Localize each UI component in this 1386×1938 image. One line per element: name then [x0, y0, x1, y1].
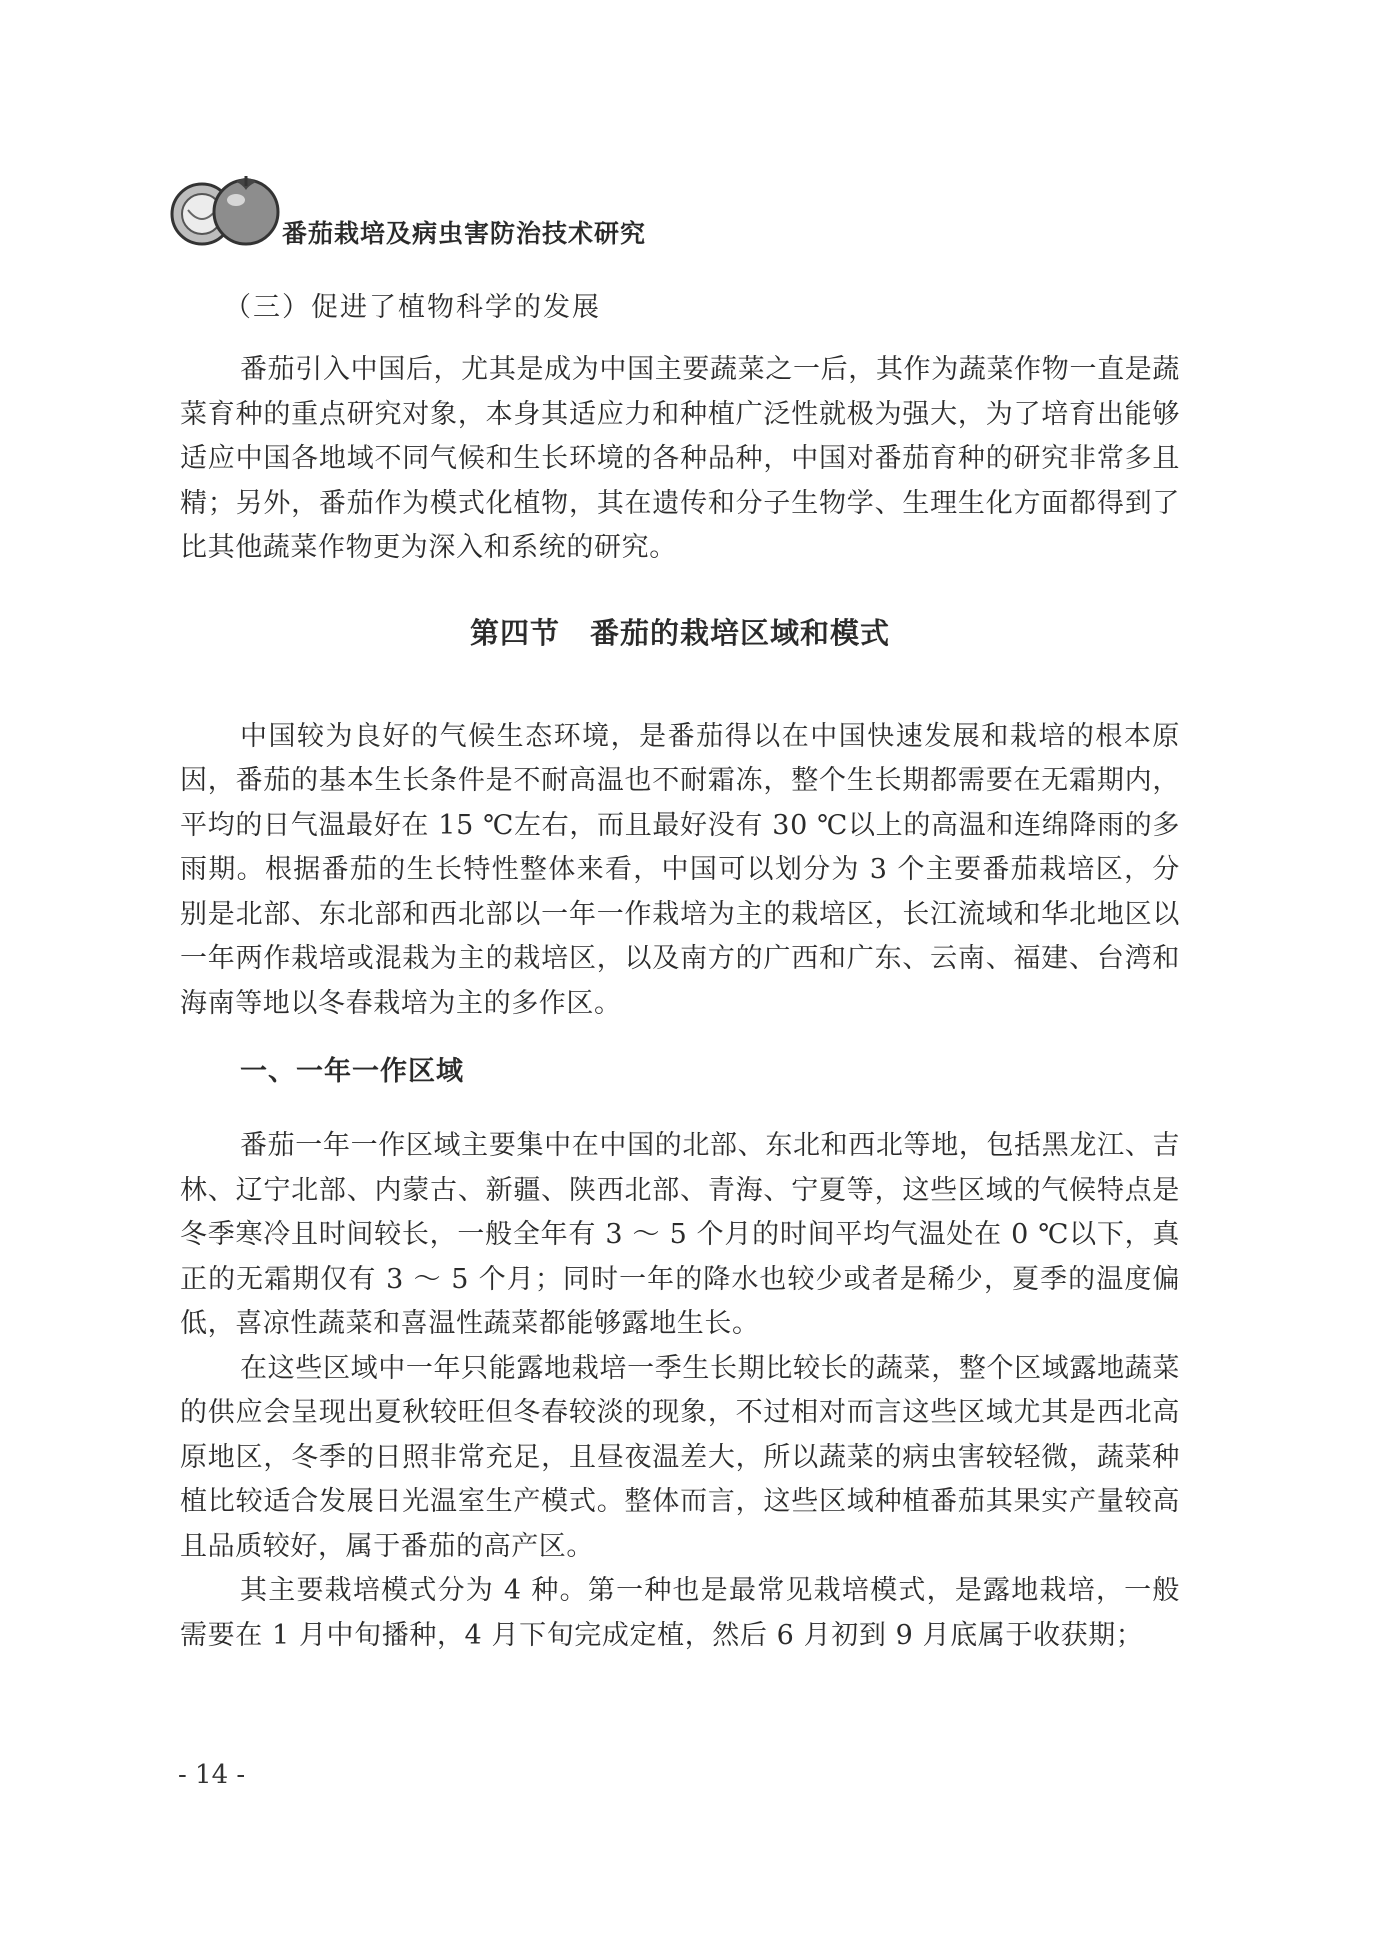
body-paragraph: 番茄一年一作区域主要集中在中国的北部、东北和西北等地，包括黑龙江、吉林、辽宁北部、内蒙古、新疆、陕西北部、青海、宁夏等，这些区域的气候特点是冬季寒冷且时间较长，一般全年有 3 ～ 5 个月的时间平均气温处在 0 ℃以下，真正的无霜期仅有 3 ～ 5 个月；同时一年的降水也较少或者是稀少，夏季的温度偏低，喜凉性蔬菜和喜温性蔬菜都能够露地生长。 — [180, 1130, 1180, 1339]
intro-paragraph: 番茄引入中国后，尤其是成为中国主要蔬菜之一后，其作为蔬菜作物一直是蔬菜育种的重点研究对象，本身其适应力和种植广泛性就极为强大，为了培育出能够适应中国各地域不同气候和生长环境的各种品种，中国对番茄育种的研究非常多且精；另外，番茄作为模式化植物，其在遗传和分子生物学、生理生化方面都得到了比其他蔬菜作物更为深入和系统的研究。 — [180, 354, 1180, 563]
section-paragraph: 中国较为良好的气候生态环境，是番茄得以在中国快速发展和栽培的根本原因，番茄的基本生长条件是不耐高温也不耐霜冻，整个生长期都需要在无霜期内，平均的日气温最好在 15 ℃左右，而且最好没有 30 ℃以上的高温和连绵降雨的多雨期。根据番茄的生长特性整体来看，中国可以划分为 3 个主要番茄栽培区，分别是北部、东北部和西北部以一年一作栽培为主的栽培区，长江流域和华北地区以一年两作栽培或混栽为主的栽培区，以及南方的广西和广东、云南、福建、台湾和海南等地以冬春栽培为主的多作区。 — [180, 720, 1180, 1019]
section-title: 第四节 番茄的栽培区域和模式 — [469, 615, 890, 650]
subsection-title: （三）促进了植物科学的发展 — [224, 292, 601, 323]
header-title: 番茄栽培及病虫害防治技术研究 — [282, 219, 647, 248]
body-paragraph: 其主要栽培模式分为 4 种。第一种也是最常见栽培模式，是露地栽培，一般需要在 1 月中旬播种，4 月下旬完成定植，然后 6 月初到 9 月底属于收获期； — [180, 1575, 1180, 1651]
heading-one-crop-region: 一、一年一作区域 — [240, 1056, 464, 1087]
page-content — [180, 286, 1180, 1658]
page-number: - 14 - — [178, 1760, 246, 1790]
body-paragraph: 在这些区域中一年只能露地栽培一季生长期比较长的蔬菜，整个区域露地蔬菜的供应会呈现出夏秋较旺但冬春较淡的现象，不过相对而言这些区域尤其是西北高原地区，冬季的日照非常充足，且昼夜温差大，所以蔬菜的病虫害较轻微，蔬菜种植比较适合发展日光温室生产模式。整体而言，这些区域种植番茄其果实产量较高且品质较好，属于番茄的高产区。 — [180, 1352, 1180, 1562]
running-header — [166, 170, 686, 250]
tomato-icon — [166, 170, 286, 250]
